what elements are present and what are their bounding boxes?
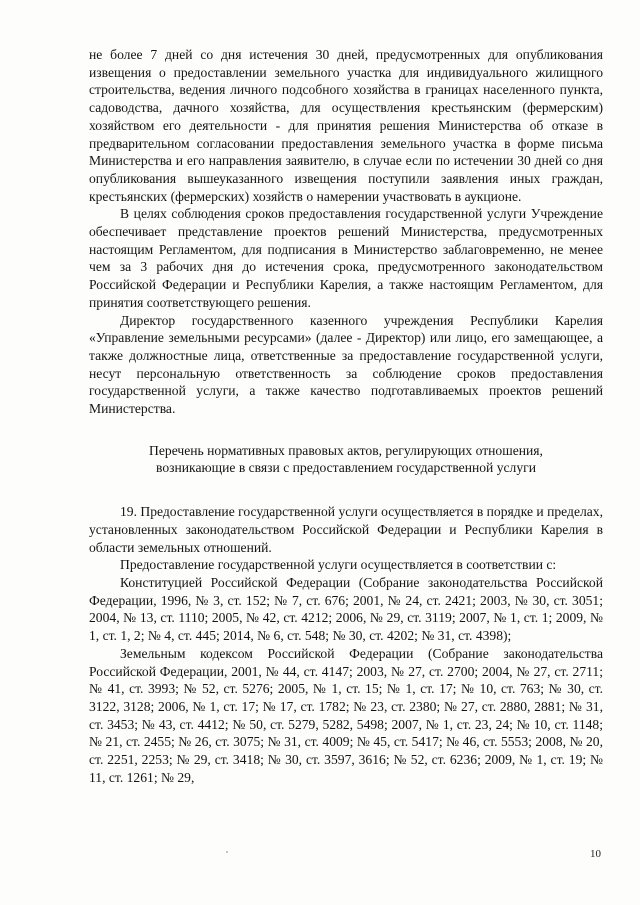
paragraph-item-19: 19. Предоставление государственной услуги осуществляется в порядке и пределах, установленных законодательством Российской Федерации и Республики Карелия в области земельных отношений. [89,504,603,555]
paragraph-deadline-compliance: В целях соблюдения сроков предоставления государственной услуги Учреждение обеспечивает представление проектов решений Министерства, предусмотренных настоящим Регламентом, для подписания в Министерство заблаговременно, не менее чем за 3 рабочих дня до истечения срока, предусмотренного законодательством Российской Федерации и Республики Карелия, а также настоящим Регламентом, для принятия соответствующего решения. [89,206,603,310]
document-body [89,46,603,786]
section-heading: Перечень нормативных правовых актов, регулирующих отношения, возникающие в связи с предоставлением государственной услуги [149,442,543,476]
paragraph-in-accordance: Предоставление государственной услуги осуществляется в соответствии с: [120,557,557,573]
page-number: 10 [590,848,601,860]
paragraph-director-responsibility: Директор государственного казенного учреждения Республики Карелия «Управление земельными ресурсами» (далее - Директор) или лицо, его замещающее, а также должностные лица, ответственные за предоставление государственной услуги, несут персональную ответственность за соблюдение сроков предоставления государственной услуги, а также качество подготавливаемых проектов решений Министерства. [89,312,603,417]
scan-speck [226,851,228,853]
paragraph-constitution: Конституцией Российской Федерации (Собрание законодательства Российской Федерации, 1996, № 3, ст. 152; № 7, ст. 676; 2001, № 24, ст. 2421; 2003, № 30, ст. 3051; 2004, № 13, ст. 1110; 2005, № 42, ст. 4212; 2006, № 29, ст. 3119; 2007, № 1, ст. 1; 2009, № 1, ст. 1, 2; № 4, ст. 445; 2014, № 6, ст. 548; № 30, ст. 4202; № 31, ст. 4398); [89,574,603,644]
paragraph-land-code: Земельным кодексом Российской Федерации (Собрание законодательства Российской Федерации, 2001, № 44, ст. 4147; 2003, № 27, ст. 2700; 2004, № 27, ст. 2711; № 41, ст. 3993; № 52, ст. 5276; 2005, № 1, ст. 15; № 1, ст. 17; № 10, ст. 763; № 30, ст. 3122, 3128; 2006, № 1, ст. 17; № 17, ст. 1782; № 23, ст. 2380; № 27, ст. 2880, 2881; № 31, ст. 3453; № 43, ст. 4412; № 50, ст. 5279, 5282, 5498; 2007, № 1, ст. 23, 24; № 10, ст. 1148; № 21, ст. 2455; № 26, ст. 3075; № 31, ст. 4009; № 45, ст. 5417; № 46, ст. 5553; 2008, № 20, ст. 2251, 2253; № 29, ст. 3418; № 30, ст. 3597, 3616; № 52, ст. 6236; 2009, № 1, ст. 19; № 11, ст. 1261; № 29, [89,645,603,785]
paragraph-deadline-continuation: не более 7 дней со дня истечения 30 дней, предусмотренных для опубликования извещения о предоставлении земельного участка для индивидуального жилищного строительства, ведения личного подсобного хозяйства в границах населенного пункта, садоводства, дачного хозяйства, для осуществления крестьянским (фермерским) хозяйством его деятельности - для принятия решения Министерства об отказе в предварительном согласовании предоставления земельного участка в форме письма Министерства и его направления заявителю, в случае если по истечении 30 дней со дня опубликования вышеуказанного извещения поступили заявления иных граждан, крестьянских (фермерских) хозяйств о намерении участвовать в аукционе. [89,47,603,204]
